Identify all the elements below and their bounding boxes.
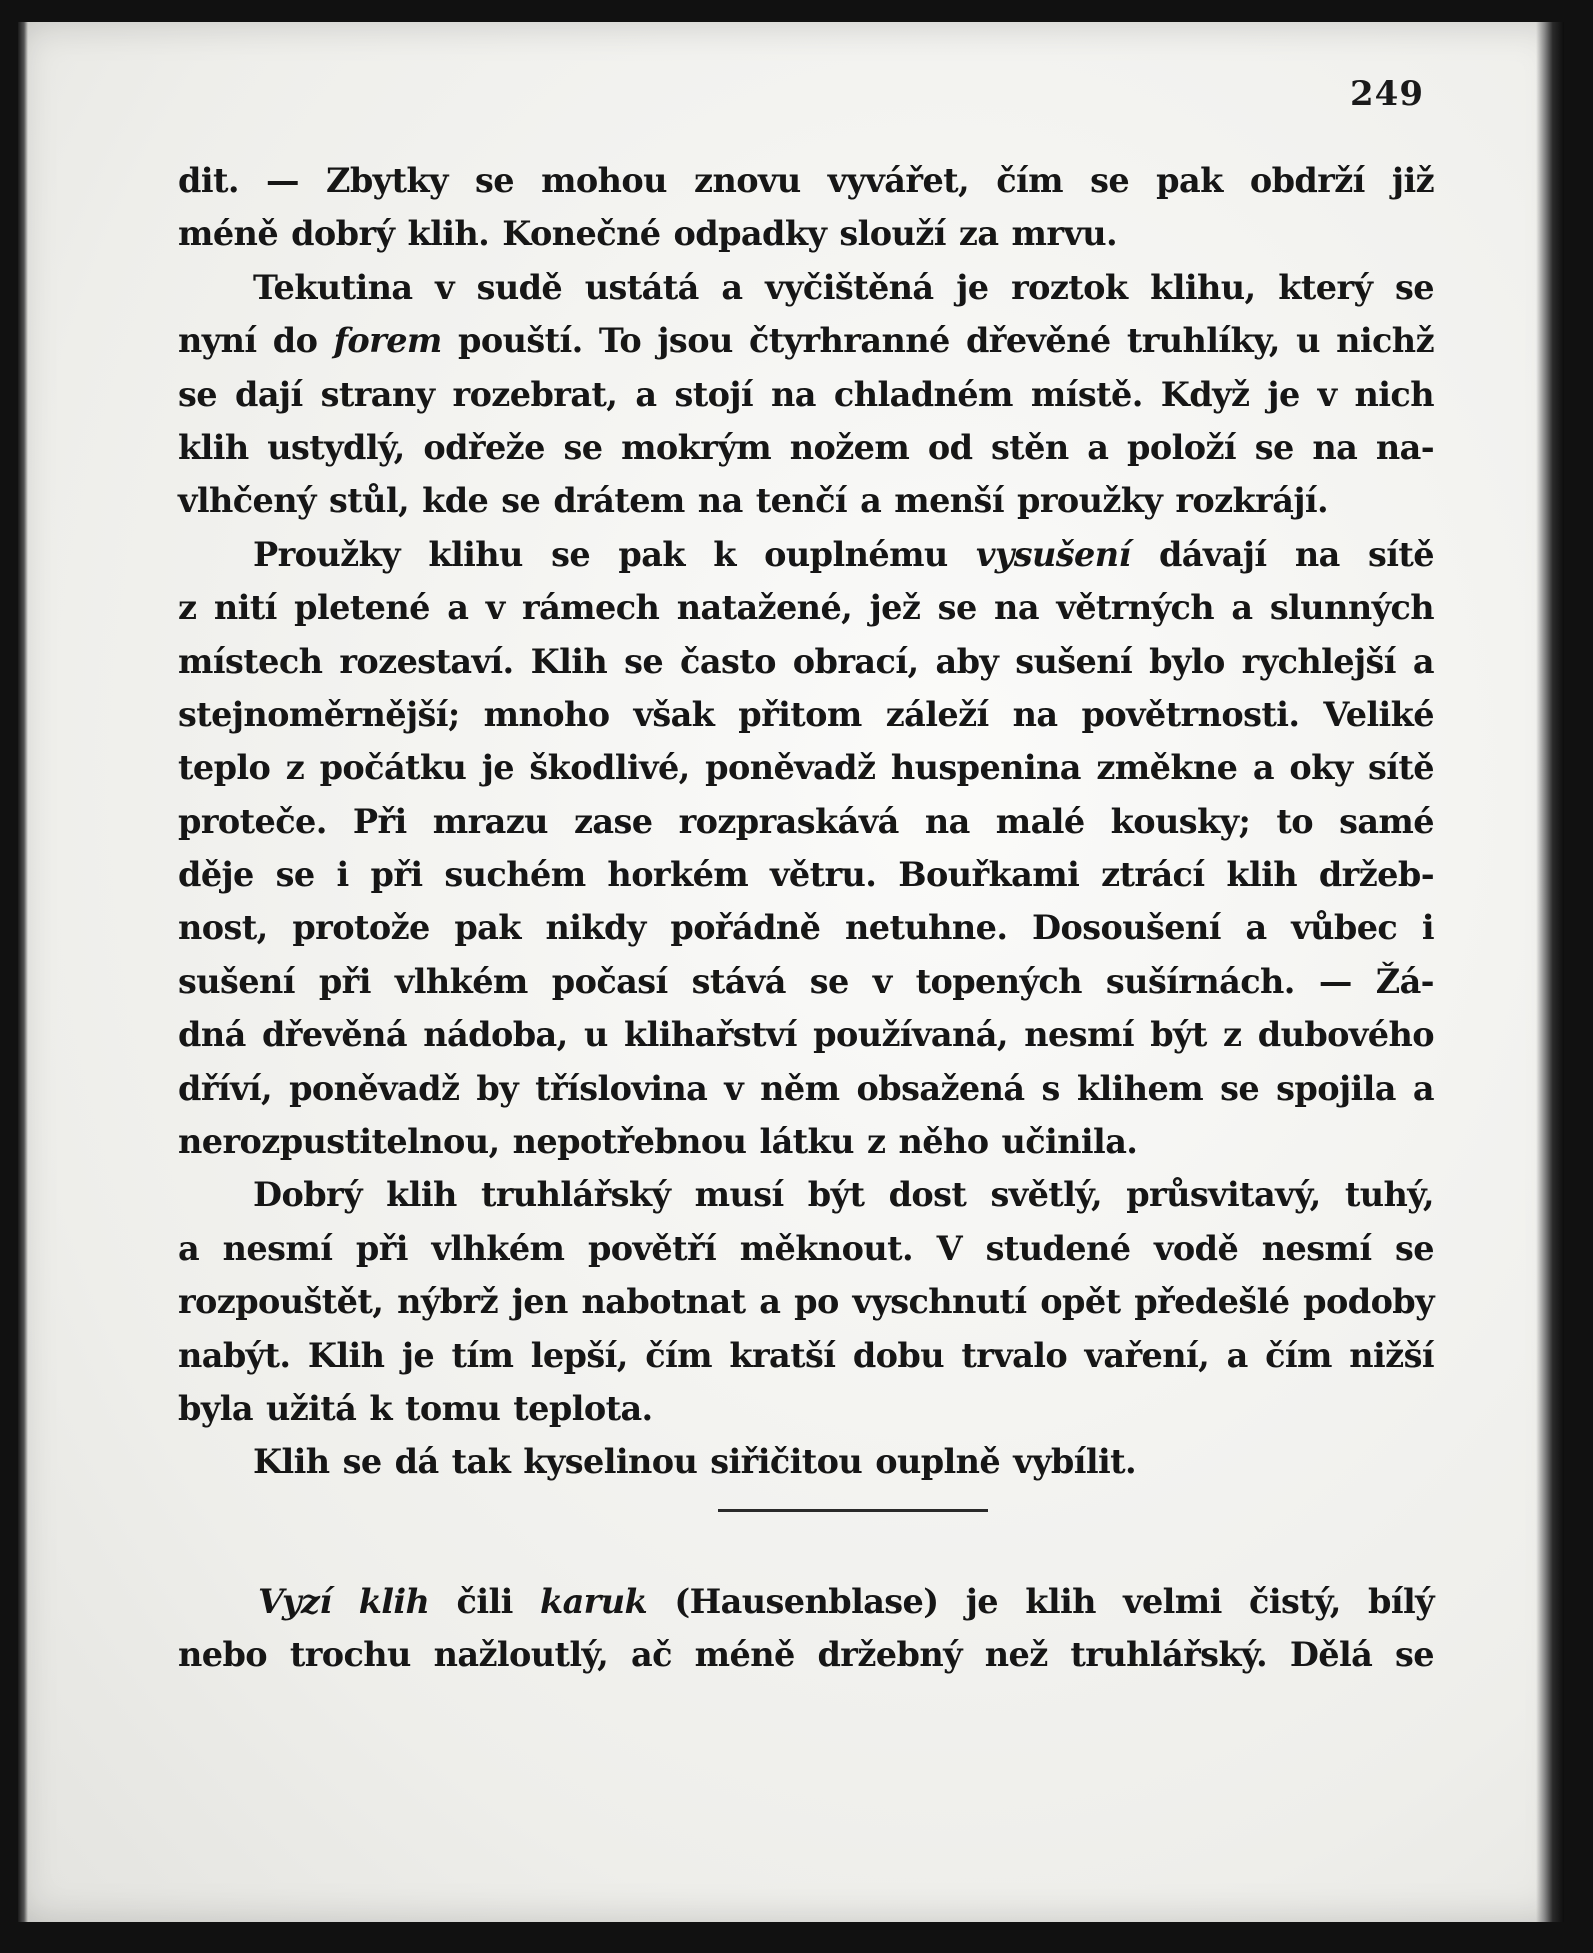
text-line: nost, protože pak nikdy pořádně netuhne. Dosoušení a vůbec i — [178, 908, 1434, 948]
separator-area — [178, 1489, 1434, 1533]
text-line: a nesmí při vlhkém povětří měknout. V studené vodě nesmí se — [178, 1228, 1434, 1268]
section-separator — [718, 1509, 988, 1512]
text-segment: nyní do — [178, 321, 334, 361]
text-line: dit. — Zbytky se mohou znovu vyvářet, čím se pak obdrží již — [178, 161, 1434, 200]
text-segment: dávají na sítě — [1130, 534, 1435, 574]
text-line: proteče. Při mrazu zase rozpraskává na malé kousky; to samé — [178, 801, 1434, 841]
text-segment: (Hausenblase) je klih velmi čistý, bílý — [647, 1581, 1434, 1621]
text-line: z nití pletené a v rámech natažené, jež se na větrných a slunných — [178, 588, 1434, 628]
text-line: Klih se dá tak kyselinou siřičitou ouplně vybílit. — [253, 1442, 1137, 1482]
text-line: nabýt. Klih je tím lepší, čím kratší dobu trvalo vaření, a čím nižší — [178, 1335, 1434, 1375]
page-right-edge — [1536, 22, 1564, 1922]
text-line: děje se i při suchém horkém větru. Bouřkami ztrácí klih držeb- — [178, 855, 1434, 895]
text-line: stejnoměrnější; mnoho však přitom záleží na povětrnosti. Veliké — [178, 694, 1434, 734]
italic-term: forem — [333, 321, 442, 361]
text-line: se dají strany rozebrat, a stojí na chladném místě. Když je v nich — [178, 374, 1434, 414]
spacer — [178, 1533, 1434, 1575]
text-line: méně dobrý klih. Konečné odpadky slouží za mrvu. — [178, 214, 1118, 254]
text-segment: Proužky klihu se pak k ouplnému — [253, 534, 977, 574]
text-line: teplo z počátku je škodlivé, poněvadž huspenina změkne a oky sítě — [178, 748, 1434, 788]
text-line: nebo trochu nažloutlý, ač méně držebný než truhlářský. Dělá se — [178, 1635, 1434, 1675]
text-line: sušení při vlhkém počasí stává se v topených sušírnách. — Žá- — [178, 961, 1434, 1001]
text-line: vlhčený stůl, kde se drátem na tenčí a menší proužky rozkrájí. — [178, 481, 1329, 521]
text-line: Tekutina v sudě ustátá a vyčištěná je roztok klihu, který se — [253, 267, 1434, 307]
text-line: Dobrý klih truhlářský musí být dost světlý, průsvitavý, tuhý, — [253, 1175, 1434, 1215]
text-segment: čili — [429, 1581, 540, 1621]
italic-term: karuk — [539, 1581, 648, 1621]
page-left-edge — [18, 22, 28, 1922]
text-line: dná dřevěná nádoba, u klihařství používaná, nesmí být z dubového — [178, 1015, 1434, 1055]
italic-term: Vyzí klih — [258, 1581, 430, 1621]
text-line: byla užitá k tomu teplota. — [178, 1388, 653, 1428]
text-line — [178, 528, 1434, 581]
text-line: dříví, poněvadž by tříslovina v něm obsažená s klihem se spojila a — [178, 1068, 1434, 1108]
text-line: nerozpustitelnou, nepotřebnou látku z něho učinila. — [178, 1122, 1138, 1162]
italic-term: vysušení — [976, 534, 1131, 574]
book-page — [18, 22, 1564, 1922]
text-line — [178, 314, 1434, 367]
text-line: klih ustydlý, odřeže se mokrým nožem od stěn a položí se na na- — [178, 427, 1434, 467]
text-line — [178, 1575, 1434, 1628]
body-text — [178, 154, 1434, 1682]
page-number: 249 — [1350, 74, 1424, 114]
text-segment: pouští. To jsou čtyrhranné dřevěné truhlíky, u nichž — [441, 321, 1434, 361]
text-line: rozpouštět, nýbrž jen nabotnat a po vyschnutí opět předešlé podoby — [178, 1282, 1434, 1322]
text-line: místech rozestaví. Klih se často obrací, aby sušení bylo rychlejší a — [178, 641, 1434, 681]
